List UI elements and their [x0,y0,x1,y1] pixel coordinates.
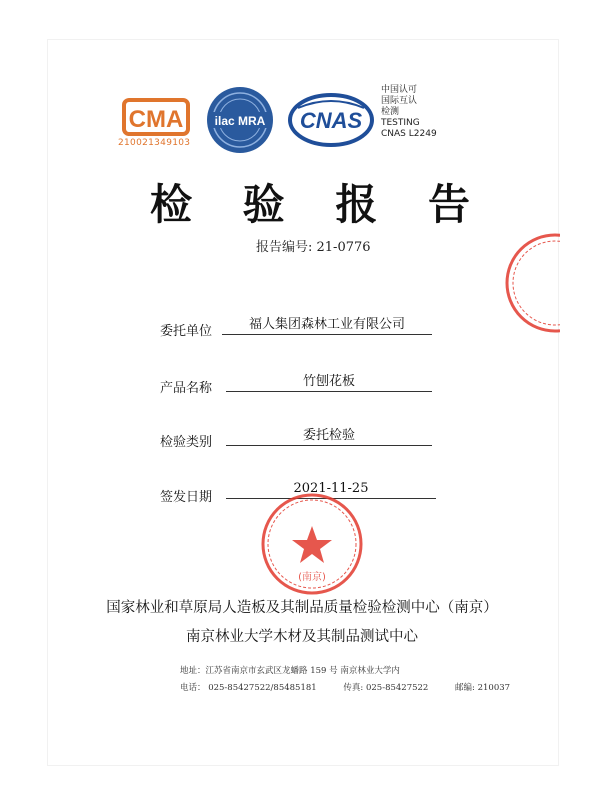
type-value: 委托检验 [226,427,432,446]
report-number: 报告编号: 21-0776 [256,240,371,255]
cma-number: 210021349103 [118,138,191,148]
cnas-line: 检测 [381,107,400,117]
fax: 传真: 025-85427522 [343,683,429,693]
cnas-accreditation-text [381,85,437,140]
organization-name-1: 国家林业和草原局人造板及其制品质量检验检测中心（南京） [106,600,498,616]
product-row [160,377,212,396]
title-char: 验 [242,180,285,229]
title-char: 告 [427,180,470,229]
official-seal [260,492,364,596]
product-value: 竹刨花板 [226,373,432,392]
edge-seal [500,228,560,338]
seal-bottom-text: (南京) [298,572,326,583]
cnas-line: TESTING [381,118,420,128]
postcode: 邮编: 210037 [455,683,511,693]
organization-name-2: 南京林业大学木材及其制品测试中心 [186,629,418,645]
cnas-line: CNAS L2249 [381,129,437,139]
title-char: 检 [150,180,193,229]
product-label: 产品名称 [160,381,213,396]
type-label: 检验类别 [160,435,213,450]
address: 地址：江苏省南京市玄武区龙蟠路 159 号 南京林业大学内 [180,666,400,676]
date-row [160,486,212,505]
cma-logo-text: CMA [128,106,184,133]
phone: 电话： 025-85427522/85485181 [180,683,317,693]
ilac-mra-logo [204,84,276,156]
contact-line [180,681,534,693]
cnas-logo [288,92,374,148]
cnas-line: 中国认可 [381,85,418,95]
type-row [160,431,212,450]
client-value: 福人集团森林工业有限公司 [222,316,432,335]
date-value: 2021-11-25 [226,480,436,499]
cnas-line: 国际互认 [381,96,418,106]
client-row [160,320,212,339]
ilac-logo-text: ilac MRA [214,114,266,128]
client-label: 委托单位 [160,324,213,339]
cnas-logo-text: CNAS [299,108,363,133]
report-title [150,172,470,232]
title-char: 报 [335,180,378,229]
date-label: 签发日期 [160,490,213,505]
